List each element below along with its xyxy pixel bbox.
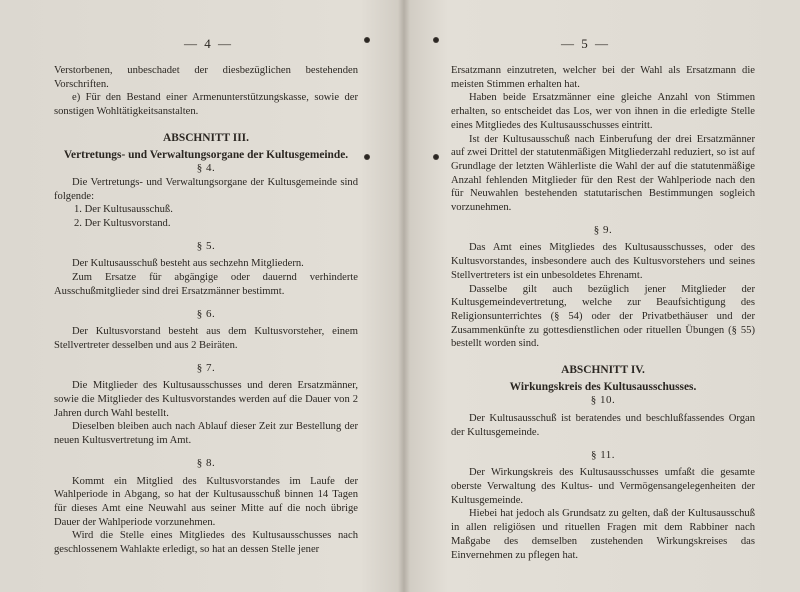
paragraph: e) Für den Bestand einer Armenunterstützungskasse, sowie der sonstigen Wohltätigkeitsanstalten. [54,92,358,118]
section-label: § 6. [196,307,216,320]
section-label: § 5. [196,239,216,252]
page-number: — 5 — [561,36,610,51]
section-label: § 9. [593,223,613,236]
right-page [405,0,800,592]
abschnitt-heading: ABSCHNITT III. [163,131,249,144]
section-label: § 8. [196,456,216,469]
paragraph: Dasselbe gilt auch bezüglich jener Mitglieder der Kultusgemeindevertretung, welche zur Beaufsichtigung des Religionsunterrichtes (§ 54) oder der Privatbethäuser und der Zusammenkünfte zu gottesdienstlichen oder rituellen Übungen (§ 55) bestellt worden sind. [451,283,755,350]
paragraph: Der Wirkungskreis des Kultusausschusses umfaßt die gesamte oberste Verwaltung des Kultus- und Vermögensangelegenheiten der Kultusgemeinde. [451,467,755,506]
section-label: § 11. [590,448,616,461]
abschnitt-title: Wirkungskreis des Kultusausschusses. [509,380,697,393]
list-item: 1. Der Kultusausschuß. [74,204,173,216]
list-item: 2. Der Kultusvorstand. [74,218,171,230]
paragraph: Ist der Kultusausschuß nach Einberufung der drei Ersatzmänner auf zwei Drittel der statutenmäßigen Mitgliederzahl reduziert, so ist auf Grundlage der letzten Wählerliste die Wahl der auf die statutenmäßige Anzahl fehlenden Mitglieder für den Rest der Wahlperiode nach den für Neuwahlen bestehenden statutarischen Bestimmungen sogleich vorzunehmen. [451,133,755,214]
paragraph: Die Vertretungs- und Verwaltungsorgane der Kultusgemeinde sind folgende: [54,176,358,202]
paragraph: Ersatzmann einzutreten, welcher bei der Wahl als Ersatzmann die meisten Stimmen erhalten hat. [451,65,755,90]
section-label: § 10. [590,394,616,407]
paragraph: Dieselben bleiben auch nach Ablauf dieser Zeit zur Bestellung der neuen Kultusvertretung im Amt. [54,421,358,447]
paragraph: Haben beide Ersatzmänner eine gleiche Anzahl von Stimmen erhalten, so entscheidet das Los, wer von ihnen in die erledigte Stelle eines Mitgliedes des Kultusausschusses eintritt. [451,92,755,131]
paragraph: Der Kultusausschuß besteht aus sechzehn Mitgliedern. [72,258,304,270]
section-label: § 7. [196,361,216,374]
paragraph: Der Kultusausschuß ist beratendes und beschlußfassendes Organ der Kultusgemeinde. [451,413,755,438]
left-page-text [54,64,358,557]
paragraph: Zum Ersatze für abgängige oder dauernd verhinderte Ausschußmitglieder sind drei Ersatzmänner bestimmt. [54,272,358,297]
abschnitt-heading: ABSCHNITT IV. [561,364,645,377]
abschnitt-title: Vertretungs- und Verwaltungsorgane der Kultusgemeinde. [63,148,349,161]
right-page-text [451,64,755,562]
paragraph: Kommt ein Mitglied des Kultusvorstandes im Laufe der Wahlperiode in Abgang, so hat der Kultusausschuß binnen 14 Tagen für dieses Amt eine Neuwahl aus seiner Mitte auf die noch übrige Dauer der Wahlperiode vorzunehmen. [54,475,358,528]
paragraph: Wird die Stelle eines Mitgliedes des Kultusausschusses nach geschlossenem Wahlakte erledigt, so hat an dessen Stelle jener [54,530,358,556]
paragraph: Das Amt eines Mitgliedes des Kultusausschusses, oder des Kultusvorstandes, insbesondere auch des Kultusvorstehers und seines Stellvertreters ist ein unbesoldetes Ehrenamt. [451,242,755,281]
paragraph: Der Kultusvorstand besteht aus dem Kultusvorsteher, einem Stellvertreter desselben und aus 2 Beiräten. [54,326,358,351]
page-number: — 4 — [184,36,233,51]
section-label: § 4. [196,162,216,175]
paragraph: Verstorbenen, unbeschadet der diesbezüglichen bestehenden Vorschriften. [54,65,358,90]
paragraph: Die Mitglieder des Kultusausschusses und deren Ersatzmänner, sowie die Mitglieder des Kultusvorstandes werden auf die Dauer von 2 Jahren durch Wahl bestellt. [54,380,358,419]
paragraph: Hiebei hat jedoch als Grundsatz zu gelten, daß der Kultusausschuß in allen religiösen und rituellen Fragen mit dem Rabbiner nach Maßgabe des demselben zustehenden Wirkungskreises das Einvernehmen zu pflegen hat. [451,508,755,561]
